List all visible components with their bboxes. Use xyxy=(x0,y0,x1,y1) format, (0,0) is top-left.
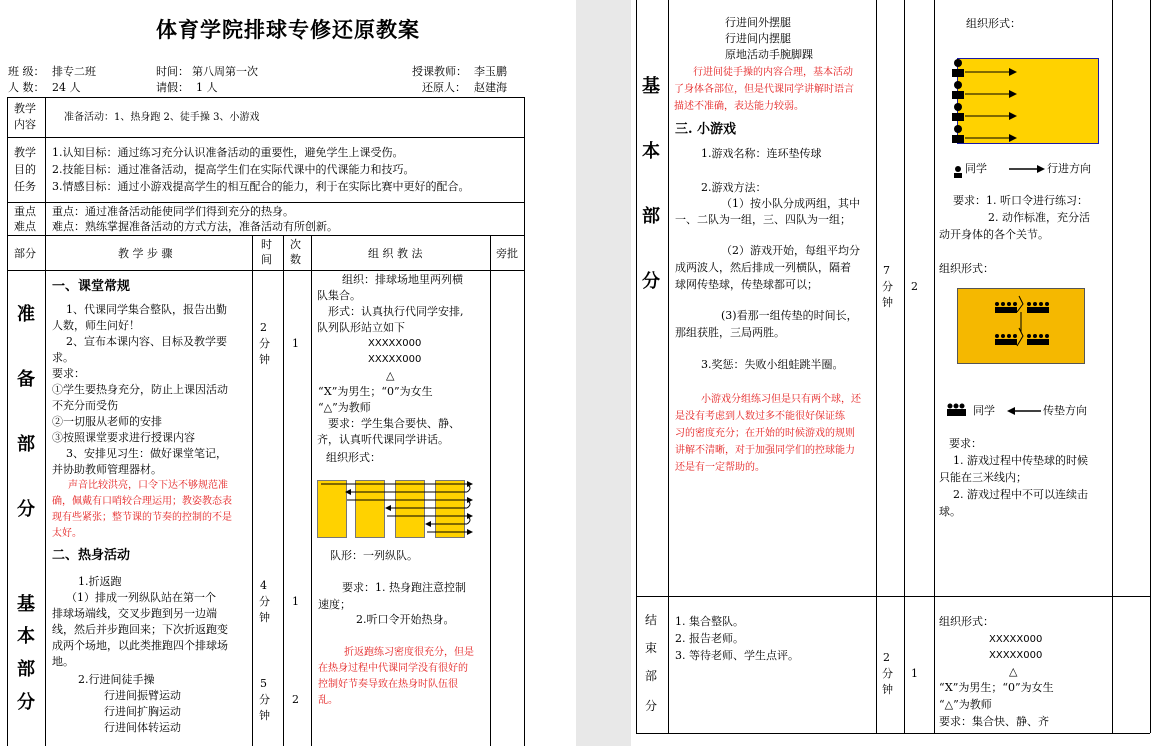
basic-char-4: 分 xyxy=(17,692,35,713)
m1-line: “X”为男生；“0”为女生 xyxy=(318,385,433,398)
end-org: XXXXX000 xyxy=(989,650,1043,661)
game-line: 3.奖惩：失败小组蛙跳半圈。 xyxy=(701,358,844,371)
restorer-value: 赵建海 xyxy=(474,81,507,94)
passing-diagram xyxy=(957,288,1085,364)
s2-line: 行进间振臂运动 xyxy=(104,689,181,702)
basic-char-1: 基 xyxy=(17,594,35,615)
s2-line: 成两个场地，以此类推跑四个排球场 xyxy=(52,639,228,652)
student-figure xyxy=(953,166,963,178)
prep-char-1: 准 xyxy=(17,304,35,325)
end-char-2: 束 xyxy=(645,641,658,655)
s1-red-note: 现有些紧张；整节课的节奏的控制的不是 xyxy=(52,512,232,523)
leave-value: 1 人 xyxy=(196,81,218,94)
rule xyxy=(524,97,525,746)
s1-line: ③按照课堂要求进行授课内容 xyxy=(52,431,195,444)
req2-line: 2. 游戏过程中不可以连续击 xyxy=(953,488,1088,501)
rule xyxy=(7,137,524,138)
s1-line: 不充分而受伤 xyxy=(52,399,118,412)
goal-3: 3.情感目标：通过小游戏提高学生的相互配合的能力，利于在实际比赛中更好的配合。 xyxy=(52,180,470,193)
difficult-point: 难点：熟练掌握准备活动的方式方法，准备活动有所创新。 xyxy=(52,220,338,233)
rule xyxy=(7,235,524,236)
m1-line: XXXXX000 xyxy=(368,338,422,349)
m1-line: 齐，认真听代课同学讲话。 xyxy=(317,433,449,446)
people-value: 24 人 xyxy=(52,81,81,94)
end-count: 1 xyxy=(911,667,918,680)
content-label-1: 教学 xyxy=(14,102,36,115)
s2-line: 行进间体转运动 xyxy=(104,721,181,734)
people-label: 人 数： xyxy=(8,81,45,94)
page-title: 体育学院排球专修还原教案 xyxy=(156,17,420,42)
goal-1: 1.认知目标：通过练习充分认识准备活动的重要性，避免学生上课受伤。 xyxy=(52,146,404,159)
s2-line: 行进间扩胸运动 xyxy=(104,705,181,718)
s2-line: 2.行进间徒手操 xyxy=(78,673,155,686)
game-time: 钟 xyxy=(882,296,893,309)
game-line: 球网传垫球，传垫球都可以； xyxy=(675,278,818,291)
m2-line: 队形：一列纵队。 xyxy=(330,549,418,562)
m1-line: 队列队形站立如下 xyxy=(317,321,405,334)
s2-line: 排球场端线，交叉步跑到另一边端 xyxy=(52,607,217,620)
content-label-2: 内容 xyxy=(14,118,36,131)
section-1-title: 一、课堂常规 xyxy=(52,279,131,294)
game-line: 2.游戏方法： xyxy=(701,181,767,194)
game-line: 成两波人，然后排成一列横队，隔着 xyxy=(675,261,851,274)
basic-char-2: 本 xyxy=(642,141,660,162)
end-time: 钟 xyxy=(882,683,893,696)
running-arrows xyxy=(949,54,1101,148)
th-note: 旁批 xyxy=(496,247,518,260)
end-char-1: 结 xyxy=(645,613,658,627)
game-red-note: 习的密度充分；在开始的时候游戏的规则 xyxy=(675,428,855,439)
game-time: 分 xyxy=(882,280,893,293)
end-line: 2. 报告老师。 xyxy=(675,632,744,645)
m1-line: △ xyxy=(386,369,395,382)
time-1: 钟 xyxy=(259,353,270,366)
rule xyxy=(7,97,8,746)
s2-line: （1）排成一列纵队站在第一个 xyxy=(66,591,216,604)
time-2: 分 xyxy=(259,595,270,608)
student-icon xyxy=(953,163,963,175)
s1-line: 人数，师生问好！ xyxy=(52,319,140,332)
th-time: 时间 xyxy=(261,238,272,266)
m1-line: 组织：排球场地里两列横 xyxy=(342,273,463,286)
legend1-direction: 行进方向 xyxy=(1047,162,1091,175)
rule xyxy=(311,235,312,746)
m1-line: XXXXX000 xyxy=(368,354,422,365)
time-2: 钟 xyxy=(259,611,270,624)
class-label: 班 级： xyxy=(8,65,45,78)
end-time: 2 xyxy=(883,651,890,664)
org-label-2: 组织形式： xyxy=(939,262,994,275)
top-line: 行进间内摆腿 xyxy=(725,32,791,45)
prep-char-2: 备 xyxy=(17,369,35,390)
game-red-note: 小游戏分组练习但是只有两个球，还 xyxy=(701,394,861,405)
time-2: 4 xyxy=(260,579,267,592)
rule xyxy=(7,97,524,98)
game-line: 那组获胜，三局两胜。 xyxy=(675,326,785,339)
top-line: 原地活动手腕脚踝 xyxy=(725,48,813,61)
rule xyxy=(636,596,1150,597)
end-time: 分 xyxy=(882,667,893,680)
s1-line: ①学生要热身充分，防止上课因活动 xyxy=(52,383,228,396)
m1-line: 形式：认真执行代同学安排, xyxy=(328,305,464,318)
game-count: 2 xyxy=(911,280,918,293)
end-org: “△”为教师 xyxy=(939,698,992,711)
arrow-right-icon xyxy=(1009,164,1045,174)
keys-label-1: 重点 xyxy=(14,205,36,218)
game-line: （1）按小队分成两组，其中 xyxy=(721,197,860,210)
m2-line: 2.听口令开始热身。 xyxy=(356,613,455,626)
goal-2: 2.技能目标：通过准备活动，提高学生们在实际代课中的代课能力和技巧。 xyxy=(52,163,415,176)
content-text: 准备活动：1、热身跑 2、徒手操 3、小游戏 xyxy=(64,112,260,123)
game-line: 1.游戏名称：连环垫传球 xyxy=(701,147,822,160)
leave-label: 请假： xyxy=(156,81,189,94)
rule xyxy=(1150,0,1151,733)
s2-line: 1.折返跑 xyxy=(78,575,122,588)
s1-line: 要求： xyxy=(52,367,85,380)
shuttle-run-diagram xyxy=(317,478,477,540)
end-char-4: 分 xyxy=(645,699,658,713)
game-time: 7 xyxy=(883,264,890,277)
game-line: 一、二队为一组，三、四队为一组； xyxy=(675,213,851,226)
end-line: 3. 等待老师、学生点评。 xyxy=(675,649,799,662)
rule xyxy=(283,235,284,746)
rule xyxy=(45,97,46,746)
s1-red-note: 太好。 xyxy=(52,528,82,539)
m2-red-note: 乱。 xyxy=(318,695,338,706)
s1-red-note: 声音比较洪亮，口令下达不够规范准 xyxy=(68,480,228,491)
end-org: △ xyxy=(1009,665,1018,678)
th-steps: 教 学 步 骤 xyxy=(118,247,173,260)
req2-line: 球。 xyxy=(939,505,961,518)
end-line: 1. 集合整队。 xyxy=(675,615,744,628)
m2-line: 速度； xyxy=(318,598,351,611)
running-diagram xyxy=(949,54,1101,148)
m2-line: 要求：1. 热身跑注意控制 xyxy=(342,581,466,594)
game-red-note: 还是有一定帮助的。 xyxy=(675,462,765,473)
keys-label-2: 难点 xyxy=(14,220,36,233)
count-1: 1 xyxy=(292,337,299,350)
m2-red-note: 控制好节奏导致在热身时队伍很 xyxy=(318,679,458,690)
game-red-note: 是没有考虑到人数过多不能很好保证练 xyxy=(675,411,845,422)
prep-char-3: 部 xyxy=(17,434,35,455)
right-page xyxy=(631,0,1158,746)
basic-char-4: 分 xyxy=(642,271,660,292)
time-3: 分 xyxy=(259,693,270,706)
end-org: XXXXX000 xyxy=(989,634,1043,645)
time-value: 第八周第一次 xyxy=(192,65,258,78)
req1-line: 要求：1. 听口令进行练习： xyxy=(953,194,1088,207)
time-3: 5 xyxy=(260,677,267,690)
s2-line: 线，然后并步跑回来；下次折返跑变 xyxy=(52,623,228,636)
rule xyxy=(490,235,491,746)
s2-line: 地。 xyxy=(52,655,74,668)
th-part: 部分 xyxy=(14,247,36,260)
m1-line: 组织形式： xyxy=(326,451,381,464)
m2-red-note: 折返跑练习密度很充分，但是 xyxy=(344,647,474,658)
key-point: 重点：通过准备活动能使同学们得到充分的热身。 xyxy=(52,205,294,218)
s1-line: 求。 xyxy=(52,351,74,364)
rule xyxy=(636,0,637,733)
s1-line: 2、宣布本课内容、目标及教学要 xyxy=(66,335,227,348)
legend2-student: 同学 xyxy=(973,404,995,417)
rule xyxy=(668,0,669,733)
rule xyxy=(904,0,905,733)
basic-char-3: 部 xyxy=(642,206,660,227)
legend1-student: 同学 xyxy=(965,162,987,175)
s1-line: ②一切服从老师的安排 xyxy=(52,415,162,428)
time-1: 分 xyxy=(259,337,270,350)
basic-char-1: 基 xyxy=(642,76,660,97)
basic-char-3: 部 xyxy=(17,659,35,680)
game-line: （2）游戏开始，每组平均分 xyxy=(721,244,860,257)
top-red-note: 描述不准确，表达能力较弱。 xyxy=(674,101,804,112)
goals-label-1: 教学 xyxy=(14,146,36,159)
req1-line: 2. 动作标准，充分活 xyxy=(988,211,1090,224)
time-1: 2 xyxy=(260,321,267,334)
basic-char-2: 本 xyxy=(17,626,35,647)
m2-red-note: 在热身过程中代课同学没有很好的 xyxy=(318,663,468,674)
m1-line: 要求：学生集合要快、静、 xyxy=(328,417,460,430)
shuttle-run-arrows xyxy=(317,478,477,540)
top-red-note: 了身体各部位，但是代课同学讲解时语言 xyxy=(674,84,854,95)
section-2-title: 二、热身活动 xyxy=(52,548,131,563)
req1-line: 动开身体的各个关节。 xyxy=(939,228,1049,241)
game-line: (3)看那一组传垫的时间长， xyxy=(721,309,858,322)
rule xyxy=(252,235,253,746)
restorer-label: 还原人： xyxy=(422,81,466,94)
game-title: 三. 小游戏 xyxy=(675,122,737,137)
arrow-left-icon xyxy=(1007,406,1041,416)
org-label: 组织形式： xyxy=(966,17,1021,30)
legend2-direction: 传垫方向 xyxy=(1043,404,1087,417)
end-char-3: 部 xyxy=(645,669,658,683)
goals-label-3: 任务 xyxy=(14,180,36,193)
game-red-note: 讲解不清晰，对于加强同学们的控球能力 xyxy=(675,445,855,456)
s1-red-note: 确，佩戴有口哨较合理运用；教姿教态表 xyxy=(52,496,232,507)
class-value: 排专二班 xyxy=(52,65,96,78)
time-label: 时间： xyxy=(156,65,189,78)
req2-line: 1. 游戏过程中传垫球的时候 xyxy=(953,454,1088,467)
count-2: 1 xyxy=(292,595,299,608)
rule xyxy=(1112,0,1113,733)
req2-line: 只能在三米线内； xyxy=(939,471,1027,484)
end-org: 组织形式： xyxy=(939,615,994,628)
rule xyxy=(636,733,1150,734)
left-page xyxy=(0,0,576,746)
end-org: 要求：集合快、静、齐 xyxy=(939,715,1049,728)
teacher-label: 授课教师： xyxy=(412,65,467,78)
rule xyxy=(876,0,877,733)
count-3: 2 xyxy=(292,693,299,706)
top-line: 行进间外摆腿 xyxy=(725,16,791,29)
req2-line: 要求： xyxy=(949,437,982,450)
th-method: 组 织 教 法 xyxy=(368,247,423,260)
top-red-note: 行进间徒手操的内容合理，基本活动 xyxy=(693,67,853,78)
m1-line: “△”为教师 xyxy=(318,401,371,414)
end-org: “X”为男生；“0”为女生 xyxy=(939,681,1054,694)
m1-line: 队集合。 xyxy=(317,289,361,302)
s1-line: 并协助教师管理器材。 xyxy=(52,463,162,476)
teacher-value: 李玉鹏 xyxy=(474,65,507,78)
s1-line: 1、代课同学集合整队，报告出勤 xyxy=(66,303,227,316)
goals-label-2: 目的 xyxy=(14,163,36,176)
time-3: 钟 xyxy=(259,709,270,722)
rule xyxy=(934,0,935,733)
student-group-icon xyxy=(947,403,969,417)
rule xyxy=(7,202,524,203)
prep-char-4: 分 xyxy=(17,499,35,520)
s1-line: 3、安排见习生：做好课堂笔记， xyxy=(66,447,227,460)
rule xyxy=(7,270,524,271)
th-times: 次数 xyxy=(290,238,301,266)
